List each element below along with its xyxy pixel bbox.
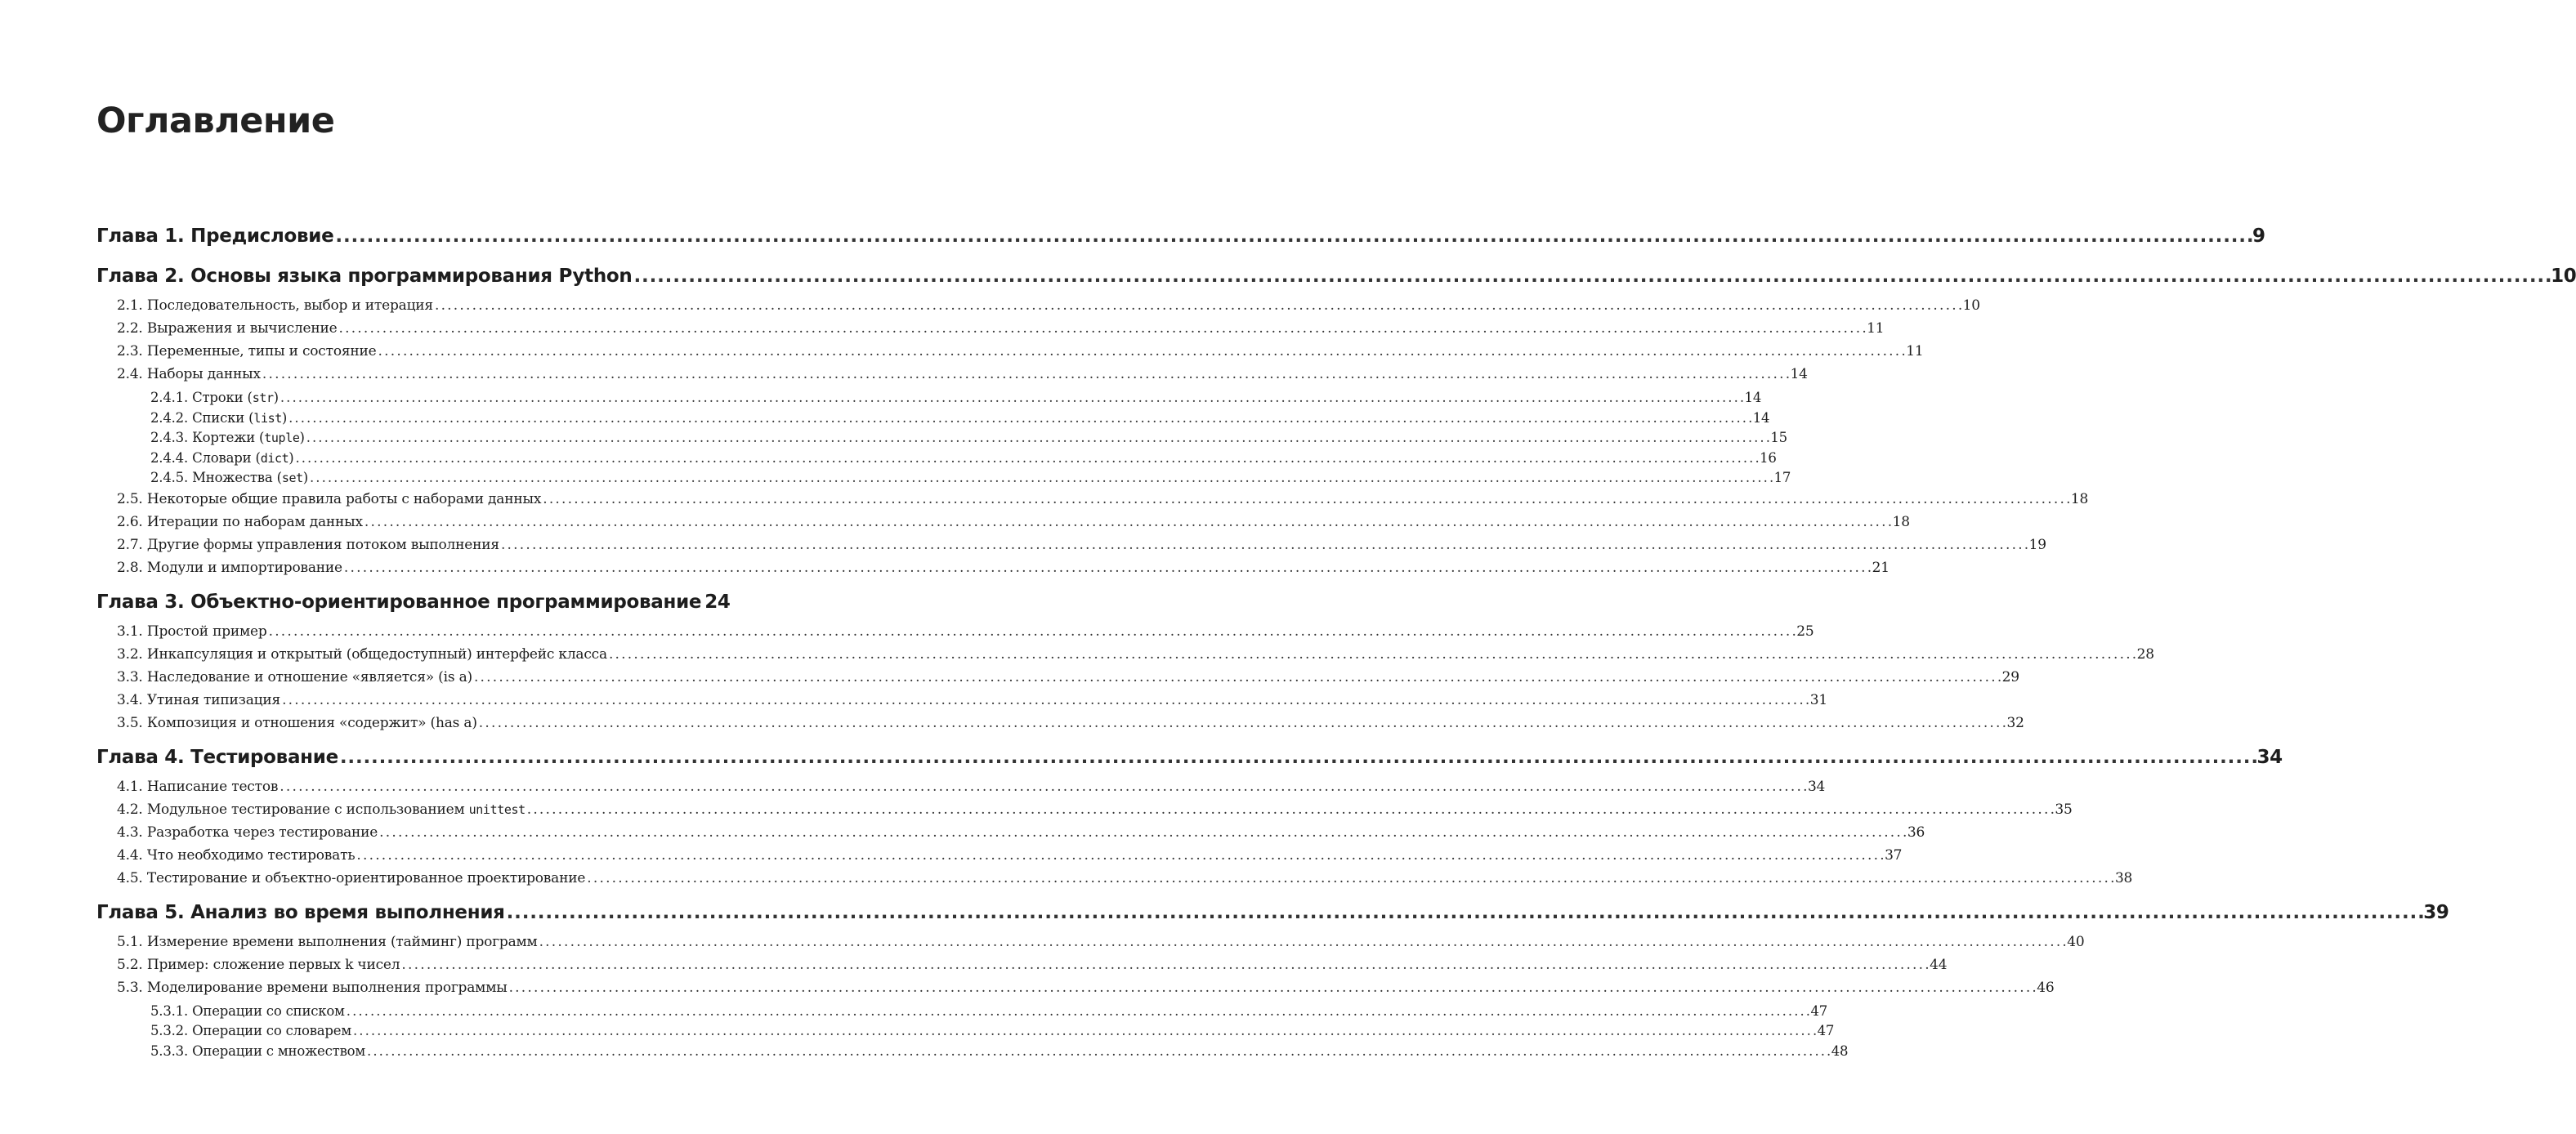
label-text: 2.4.3. Кортежи (	[150, 430, 265, 445]
toc-section-label: 3.5. Композиция и отношения «содержит» (has a)	[117, 715, 477, 731]
label-text: 2.4.5. Множества (	[150, 470, 282, 485]
toc-section-label: 2.3. Переменные, типы и состояние	[117, 343, 377, 359]
toc-subsection-label: 5.3.2. Операции со словарем	[150, 1023, 351, 1038]
dot-leader	[367, 1043, 1830, 1059]
toc-page-number: 44	[1930, 957, 1948, 973]
toc-section-2-3[interactable]	[117, 343, 1924, 364]
toc-chapter-label: Глава 3. Объектно-ориентированное программирование	[96, 592, 702, 613]
toc-page-number: 31	[1809, 692, 1827, 708]
toc-section-label: 3.1. Простой пример	[117, 623, 267, 640]
toc-subsection-5-3-3[interactable]	[150, 1043, 1849, 1063]
dot-leader	[609, 646, 2135, 663]
dot-leader	[295, 450, 1758, 466]
toc-subsection-2-4-2[interactable]	[150, 410, 1770, 430]
toc-page-number: 16	[1760, 450, 1777, 466]
toc-page-number: 14	[1790, 366, 1808, 382]
dot-leader	[282, 692, 1809, 708]
dot-leader	[539, 934, 2066, 950]
toc-page-number: 39	[2423, 902, 2449, 923]
toc-page-number: 47	[1817, 1023, 1835, 1038]
code-term: unittest	[468, 802, 525, 817]
toc-page-number: 18	[1892, 514, 1910, 530]
dot-leader	[310, 470, 1773, 485]
toc-subsection-5-3-1[interactable]	[150, 1003, 1828, 1023]
toc-page-number: 38	[2114, 870, 2133, 886]
toc-section-label: 4.1. Написание тестов	[117, 779, 279, 795]
toc-chapter-5[interactable]	[96, 902, 2449, 931]
dot-leader	[633, 266, 2549, 287]
toc-section-label: 2.8. Модули и импортирование	[117, 560, 342, 576]
toc-page-number: 19	[2028, 537, 2046, 553]
code-term: str	[252, 391, 274, 405]
toc-page-number: 14	[1744, 390, 1762, 405]
toc-section-3-5[interactable]	[117, 715, 2024, 736]
label-tail: )	[281, 410, 288, 426]
toc-page-number: 14	[1752, 410, 1770, 426]
toc-chapter-1[interactable]	[96, 225, 2265, 255]
toc-section-3-4[interactable]	[117, 692, 1827, 713]
toc-page-number: 40	[2067, 934, 2085, 950]
dot-leader	[379, 824, 1906, 841]
label-tail: )	[288, 450, 294, 466]
toc-section-3-2[interactable]	[117, 646, 2154, 667]
dot-leader	[509, 980, 2036, 996]
dot-leader	[507, 902, 2422, 923]
toc-page-number: 34	[2256, 747, 2283, 768]
dot-leader	[306, 430, 1769, 445]
toc-section-label: 4.4. Что необходимо тестировать	[117, 847, 356, 864]
toc-section-label: 2.5. Некоторые общие правила работы с наборами данных	[117, 491, 542, 507]
toc-page-number: 37	[1885, 847, 1903, 864]
toc-section-label: 3.4. Утиная типизация	[117, 692, 281, 708]
dot-leader	[587, 870, 2113, 886]
toc-page-number: 28	[2136, 646, 2154, 663]
toc-page-number: 47	[1810, 1003, 1828, 1019]
label-tail: )	[302, 470, 308, 485]
toc-page-number: 11	[1867, 320, 1885, 337]
toc-section-label	[117, 801, 525, 818]
toc-section-2-8[interactable]	[117, 560, 1890, 581]
code-term: dict	[260, 451, 289, 466]
toc-section-2-1[interactable]	[117, 297, 1980, 319]
toc-section-5-2[interactable]	[117, 957, 1948, 978]
toc-section-label: 2.6. Итерации по наборам данных	[117, 514, 363, 530]
toc-section-label: 5.1. Измерение времени выполнения (тайминг) программ	[117, 934, 538, 950]
toc-page-number: 24	[704, 592, 731, 613]
label-text: 4.2. Модульное тестирование с использованием	[117, 801, 469, 818]
toc-section-3-1[interactable]	[117, 623, 1814, 645]
toc-page-number: 32	[2006, 715, 2024, 731]
toc-subsection-label	[150, 450, 293, 466]
dot-leader	[543, 491, 2069, 507]
dot-leader	[401, 957, 1928, 973]
toc-section-label: 2.4. Наборы данных	[117, 366, 261, 382]
dot-leader	[353, 1023, 1816, 1038]
toc-page-number: 18	[2070, 491, 2089, 507]
label-tail: )	[273, 390, 279, 405]
toc-section-5-3[interactable]	[117, 980, 2055, 1001]
toc-section-2-7[interactable]	[117, 537, 2046, 558]
toc-subsection-label	[150, 430, 305, 445]
toc-page-number: 35	[2055, 801, 2073, 818]
toc-section-label: 4.5. Тестирование и объектно-ориентированное проектирование	[117, 870, 586, 886]
toc-section-4-1[interactable]	[117, 779, 1826, 800]
toc-section-5-1[interactable]	[117, 934, 2085, 955]
label-tail: )	[299, 430, 305, 445]
label-text: 2.4.4. Словари (	[150, 450, 261, 466]
toc-chapter-4[interactable]	[96, 747, 2283, 776]
dot-leader	[344, 560, 1871, 576]
code-term: tuple	[264, 431, 300, 445]
dot-leader	[269, 623, 1796, 640]
dot-leader	[340, 747, 2256, 768]
toc-chapter-label: Глава 2. Основы языка программирования Python	[96, 266, 633, 287]
dot-leader	[347, 1003, 1809, 1019]
dot-leader	[262, 366, 1789, 382]
toc-section-label: 2.7. Другие формы управления потоком выполнения	[117, 537, 499, 553]
toc-chapter-3[interactable]	[96, 592, 731, 621]
dot-leader	[338, 320, 1865, 337]
toc-page-number: 34	[1807, 779, 1826, 795]
toc-page-number: 15	[1770, 430, 1787, 445]
toc-chapter-label: Глава 1. Предисловие	[96, 225, 334, 247]
label-text: 2.4.2. Списки (	[150, 410, 254, 426]
toc-page-number: 25	[1796, 623, 1814, 640]
toc-subsection-2-4-4[interactable]	[150, 450, 1777, 470]
toc-section-2-5[interactable]	[117, 491, 2089, 512]
dot-leader	[288, 410, 1751, 426]
toc-page-number: 10	[1962, 297, 1980, 314]
label-text: 2.4.1. Строки (	[150, 390, 253, 405]
dot-leader	[474, 669, 2001, 685]
dot-leader	[280, 390, 1743, 405]
toc-section-label: 5.2. Пример: сложение первых k чисел	[117, 957, 400, 973]
toc-section-2-2[interactable]	[117, 320, 1885, 342]
dot-leader	[435, 297, 1961, 314]
dot-leader	[479, 715, 2006, 731]
toc-subsection-2-4-3[interactable]	[150, 430, 1787, 449]
page-title: Оглавление	[96, 100, 335, 141]
dot-leader	[335, 225, 2251, 247]
toc-page-number: 11	[1906, 343, 1924, 359]
toc-page-number: 29	[2001, 669, 2019, 685]
toc-page-number: 17	[1773, 470, 1791, 485]
toc-chapter-2[interactable]	[96, 266, 2576, 295]
toc-section-4-4[interactable]	[117, 847, 1903, 868]
toc-section-label: 3.3. Наследование и отношение «является» (is a)	[117, 669, 472, 685]
dot-leader	[364, 514, 1891, 530]
toc-subsection-5-3-2[interactable]	[150, 1023, 1835, 1042]
toc-page-number: 48	[1831, 1043, 1849, 1059]
toc-section-label: 4.3. Разработка через тестирование	[117, 824, 378, 841]
toc-subsection-2-4-1[interactable]	[150, 390, 1762, 409]
toc-chapter-label: Глава 4. Тестирование	[96, 747, 338, 768]
toc-section-label: 3.2. Инкапсуляция и открытый (общедоступный) интерфейс класса	[117, 646, 607, 663]
toc-page-number: 46	[2037, 980, 2055, 996]
toc-subsection-label	[150, 390, 279, 405]
toc-chapter-label: Глава 5. Анализ во время выполнения	[96, 902, 505, 923]
toc-section-label: 5.3. Моделирование времени выполнения программы	[117, 980, 508, 996]
toc-subsection-label	[150, 410, 287, 426]
toc-subsection-label: 5.3.3. Операции с множеством	[150, 1043, 366, 1059]
toc-section-4-5[interactable]	[117, 870, 2133, 891]
toc-subsection-label: 5.3.1. Операции со списком	[150, 1003, 345, 1019]
code-term: set	[281, 471, 303, 485]
dot-leader	[356, 847, 1883, 864]
dot-leader	[527, 801, 2054, 818]
toc-page-number: 21	[1872, 560, 1890, 576]
toc-subsection-2-4-5[interactable]	[150, 470, 1791, 489]
code-term: list	[253, 411, 282, 426]
dot-leader	[280, 779, 1806, 795]
toc-section-label: 2.2. Выражения и вычисление	[117, 320, 338, 337]
toc-page-number: 36	[1907, 824, 1925, 841]
dot-leader	[378, 343, 1905, 359]
toc-page-number: 10	[2551, 266, 2576, 287]
toc-section-4-2[interactable]	[117, 801, 2073, 823]
toc-section-4-3[interactable]	[117, 824, 1925, 846]
toc-page-number: 9	[2252, 225, 2265, 247]
toc-subsection-label	[150, 470, 308, 485]
toc-section-3-3[interactable]	[117, 669, 2019, 690]
toc-section-label: 2.1. Последовательность, выбор и итерация	[117, 297, 433, 314]
dot-leader	[501, 537, 2028, 553]
toc-section-2-6[interactable]	[117, 514, 1910, 535]
toc-section-2-4[interactable]	[117, 366, 1808, 387]
